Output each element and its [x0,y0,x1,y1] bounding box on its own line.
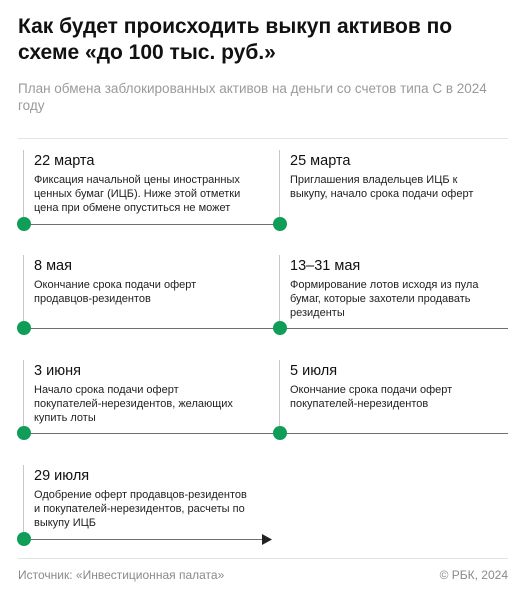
event-dot [17,532,31,546]
event-date: 3 июня [34,363,81,379]
event-marker-line [279,255,280,329]
event-date: 8 мая [34,258,72,274]
event-marker-line [279,150,280,225]
event-description: Окончание срока подачи оферт продавцов-резидентов [34,279,197,305]
event-date: 13–31 мая [290,258,361,274]
bottom-divider [18,558,508,559]
event-marker-line [23,360,24,434]
event-description: Приглашения владельцев ИЦБ к выкупу, начало срока подачи оферт [290,174,474,200]
event-date: 5 июля [290,363,338,379]
event-dot [273,217,287,231]
event-description: Начало срока подачи оферт покупателей-нерезидентов, желающих купить лоты [34,384,233,424]
copyright: © РБК, 2024 [439,568,508,582]
timeline-segment [18,539,266,540]
event-description: Фиксация начальной цены иностранных ценных бумаг (ИЦБ). Ниже этой отметки цена при обмене опуститься не может [34,174,241,214]
event-description: Одобрение оферт продавцов-резидентов и покупателей-нерезидентов, расчеты по выкупу ИЦБ [34,489,247,529]
timeline-arrow-icon [262,534,272,545]
event-marker-line [23,465,24,539]
event-date: 29 июля [34,468,90,484]
event-dot [17,217,31,231]
event-description: Формирование лотов исходя из пула бумаг, которые захотели продавать резиденты [290,279,479,319]
event-dot [273,321,287,335]
event-date: 22 марта [34,153,95,169]
event-description: Окончание срока подачи оферт покупателей-нерезидентов [290,384,453,410]
event-marker-line [279,360,280,434]
event-date: 25 марта [290,153,351,169]
event-dot [17,321,31,335]
top-divider [18,138,508,139]
event-marker-line [23,150,24,225]
page-title: Как будет происходить выкуп активов по схеме «до 100 тыс. руб.» [18,15,453,64]
source-note: Источник: «Инвестиционная палата» [18,568,225,582]
event-dot [17,426,31,440]
event-marker-line [23,255,24,329]
event-dot [273,426,287,440]
timeline-segment [18,224,280,225]
timeline-segment [18,328,508,329]
timeline-segment [18,433,508,434]
page-subtitle: План обмена заблокированных активов на деньги со счетов типа С в 2024 году [18,81,487,113]
